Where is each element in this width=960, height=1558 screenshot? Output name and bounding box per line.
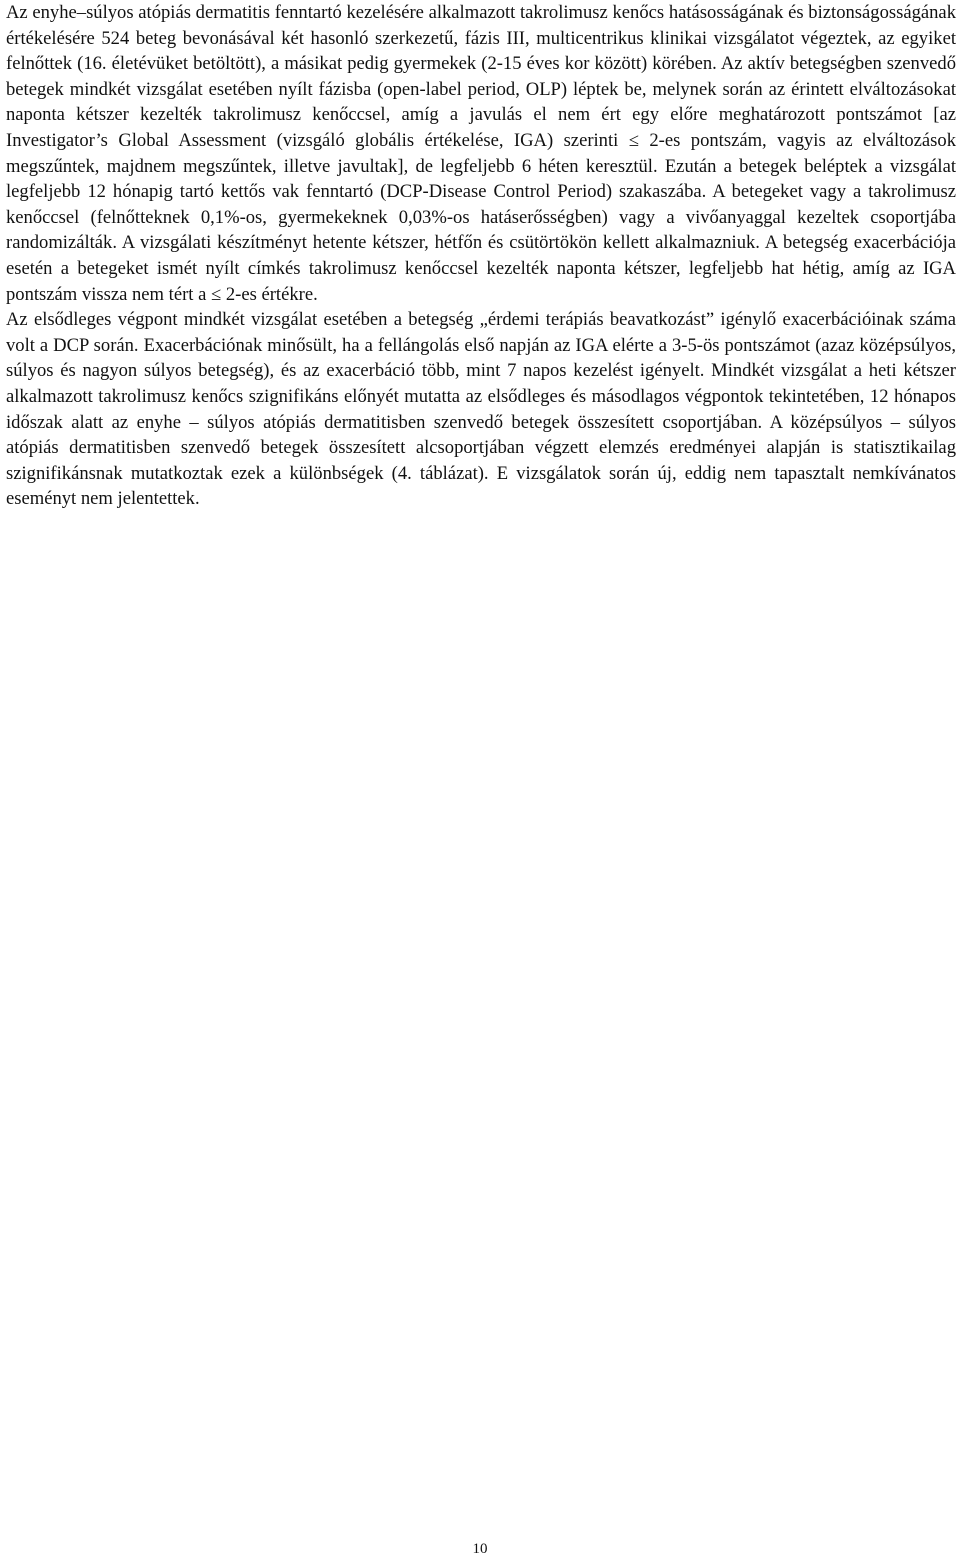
document-body — [6, 0, 956, 512]
paragraph-1: Az enyhe–súlyos atópiás dermatitis fenntartó kezelésére alkalmazott takrolimusz kenőcs hatásosságának és biztonságosságának értékelésére 524 beteg bevonásával két hasonló szerkezetű, fázis III, multicentrikus klinikai vizsgálatot végeztek, az egyiket felnőttek (16. életévüket betöltött), a másikat pedig gyermekek (2-15 éves kor között) körében. Az aktív betegségben szenvedő betegek mindkét vizsgálat esetében nyílt fázisba (open-label period, OLP) léptek be, melynek során az érintett elváltozásokat naponta kétszer kezelték takrolimusz kenőccsel, amíg a javulás el nem ért egy előre meghatározott pontszámot [az Investigator’s Global Assessment (vizsgáló globális értékelése, IGA) szerinti ≤ 2-es pontszám, vagyis az elváltozások megszűntek, majdnem megszűntek, illetve javultak], de legfeljebb 6 héten keresztül. Ezután a betegek beléptek a vizsgálat legfeljebb 12 hónapig tartó kettős vak fenntartó (DCP-Disease Control Period) szakaszába. A betegeket vagy a takrolimusz kenőccsel (felnőtteknek 0,1%-os, gyermekeknek 0,03%-os hatáserősségben) vagy a vivőanyaggal kezeltek csoportjába randomizálták. A vizsgálati készítményt hetente kétszer, hétfőn és csütörtökön kellett alkalmazniuk. A betegség exacerbációja esetén a betegeket ismét nyílt címkés takrolimusz kenőccsel kezelték naponta kétszer, legfeljebb hat hétig, amíg az IGA pontszám vissza nem tért a ≤ 2-es értékre. — [6, 2, 956, 305]
paragraph-2: Az elsődleges végpont mindkét vizsgálat esetében a betegség „érdemi terápiás beavatkozást” igénylő exacerbációinak száma volt a DCP során. Exacerbációnak minősült, ha a fellángolás első napján az IGA elérte a 3-5-ös pontszámot (azaz középsúlyos, súlyos és nagyon súlyos betegség), és az exacerbáció több, mint 7 napos kezelést igényelt. Mindkét vizsgálat a heti kétszer alkalmazott takrolimusz kenőcs szignifikáns előnyét mutatta az elsődleges és másodlagos végpontok tekintetében, 12 hónapos időszak alatt az enyhe – súlyos atópiás dermatitisben szenvedő betegek összesített csoportjában. A középsúlyos – súlyos atópiás dermatitisben szenvedő betegek összesített alcsoportjában végzett elemzés eredményei alapján is statisztikailag szignifikánsnak mutatkoztak ezek a különbségek (4. táblázat). E vizsgálatok során új, eddig nem tapasztalt nemkívánatos eseményt nem jelentettek. — [6, 309, 956, 510]
page-number: 10 — [472, 1541, 488, 1557]
